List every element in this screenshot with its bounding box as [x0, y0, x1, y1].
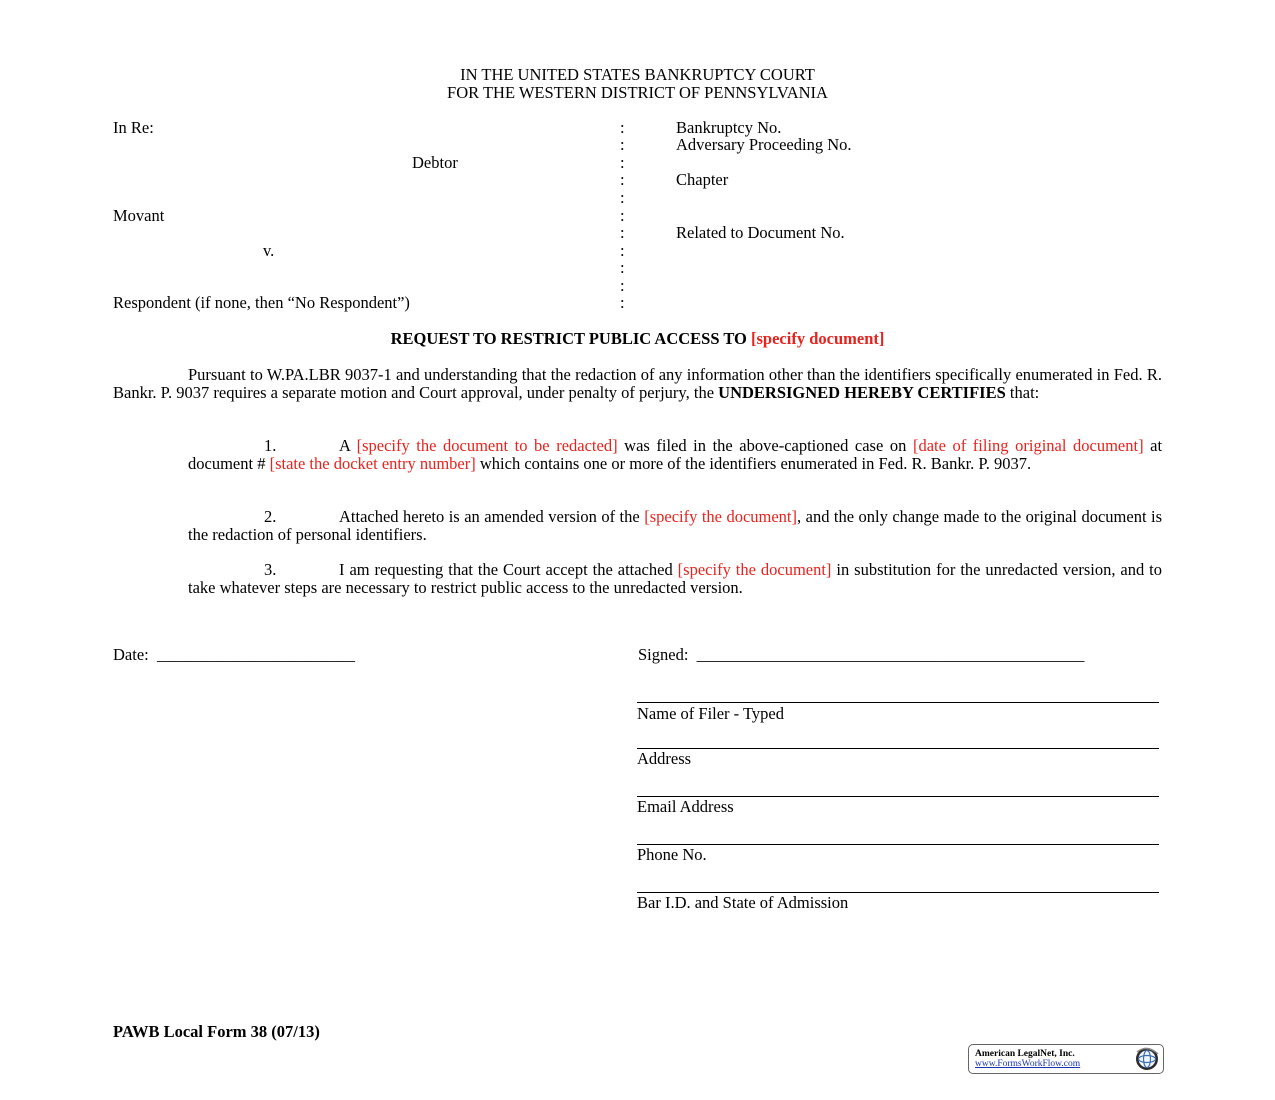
item-text: in substitution for the unredacted version, and to take whatever steps are necessary to restrict public access to the unredacted version.: [188, 560, 1163, 597]
item-placeholder: [specify the document]: [644, 507, 798, 526]
caption-colon: :: [620, 241, 625, 260]
item-text: , and the only change made to the original document is the redaction of personal identifiers.: [188, 507, 1163, 544]
bankruptcy-no-label: Bankruptcy No.: [676, 118, 782, 137]
respondent-label: Respondent (if none, then “No Respondent”): [113, 293, 410, 312]
caption-colon: :: [620, 188, 625, 207]
item-placeholder: [specify the document to be redacted]: [356, 436, 618, 455]
certification-item-1: [188, 437, 1162, 473]
item-text: A: [339, 436, 351, 455]
item-number: 2.: [264, 507, 277, 526]
adversary-no-label: Adversary Proceeding No.: [676, 135, 852, 154]
name-line[interactable]: [637, 702, 1159, 703]
item-number: 3.: [264, 560, 277, 579]
caption-colon: :: [620, 170, 625, 189]
item-number: 1.: [264, 436, 277, 455]
intro-end-text: that:: [1009, 383, 1040, 402]
certification-item-2: [188, 508, 1162, 544]
item-placeholder: [specify the document]: [677, 560, 832, 579]
publisher-link[interactable]: www.FormsWorkFlow.com: [975, 1059, 1081, 1069]
address-label: Address: [637, 749, 692, 768]
item-text: Attached hereto is an amended version of the: [339, 507, 640, 526]
signed-field[interactable]: [638, 646, 1084, 664]
date-field[interactable]: [113, 646, 355, 664]
debtor-label: Debtor: [412, 153, 458, 172]
caption-colon: :: [620, 206, 625, 225]
date-blank: ________________________: [156, 645, 355, 664]
caption-colon: :: [620, 223, 625, 242]
item-text: at document #: [188, 436, 1163, 473]
publisher-name: American LegalNet, Inc.: [975, 1049, 1075, 1059]
form-identifier: PAWB Local Form 38 (07/13): [113, 1022, 320, 1041]
phone-label: Phone No.: [637, 845, 707, 864]
caption-colon: :: [620, 153, 625, 172]
intro-bold-text: UNDERSIGNED HEREBY CERTIFIES: [718, 383, 1006, 402]
globe-icon: [1125, 1046, 1161, 1072]
caption-colon: :: [620, 276, 625, 295]
item-placeholder: [date of filing original document]: [912, 436, 1144, 455]
publisher-badge: [968, 1044, 1164, 1074]
document-title: [0, 330, 1275, 348]
title-text: REQUEST TO RESTRICT PUBLIC ACCESS TO: [390, 329, 747, 348]
intro-paragraph: [113, 366, 1162, 402]
intro-text: Pursuant to W.PA.LBR 9037-1 and understanding that the redaction of any information other than the identifiers specifically enumerated in Fed. R. Bankr. P. 9037 requires a separate motion and Court approval, under penalty of perjury, the: [113, 365, 1162, 402]
caption-colon: :: [620, 118, 625, 137]
caption-colon: :: [620, 258, 625, 277]
item-placeholder: [state the docket entry number]: [269, 454, 476, 473]
versus-label: v.: [263, 241, 275, 260]
related-document-label: Related to Document No.: [676, 223, 845, 242]
title-placeholder: [specify document]: [751, 329, 885, 348]
in-re-label: In Re:: [113, 118, 154, 137]
movant-label: Movant: [113, 206, 165, 225]
caption-colon: :: [620, 293, 625, 312]
certification-item-3: [188, 561, 1162, 597]
phone-line[interactable]: [637, 844, 1159, 845]
email-label: Email Address: [637, 797, 734, 816]
item-text: was filed in the above-captioned case on: [624, 436, 907, 455]
caption-colon: :: [620, 135, 625, 154]
item-text: which contains one or more of the identifiers enumerated in Fed. R. Bankr. P. 9037.: [479, 454, 1032, 473]
bar-id-label: Bar I.D. and State of Admission: [637, 893, 849, 912]
item-text: I am requesting that the Court accept the attached: [339, 560, 673, 579]
chapter-label: Chapter: [676, 170, 729, 189]
court-name: IN THE UNITED STATES BANKRUPTCY COURT: [460, 65, 815, 84]
court-district: FOR THE WESTERN DISTRICT OF PENNSYLVANIA: [447, 83, 828, 102]
signed-label: Signed:: [638, 645, 689, 664]
date-label: Date:: [113, 645, 149, 664]
signed-blank: _______________________________________________: [696, 645, 1085, 664]
name-of-filer-label: Name of Filer - Typed: [637, 704, 785, 723]
address-line[interactable]: [637, 748, 1159, 749]
